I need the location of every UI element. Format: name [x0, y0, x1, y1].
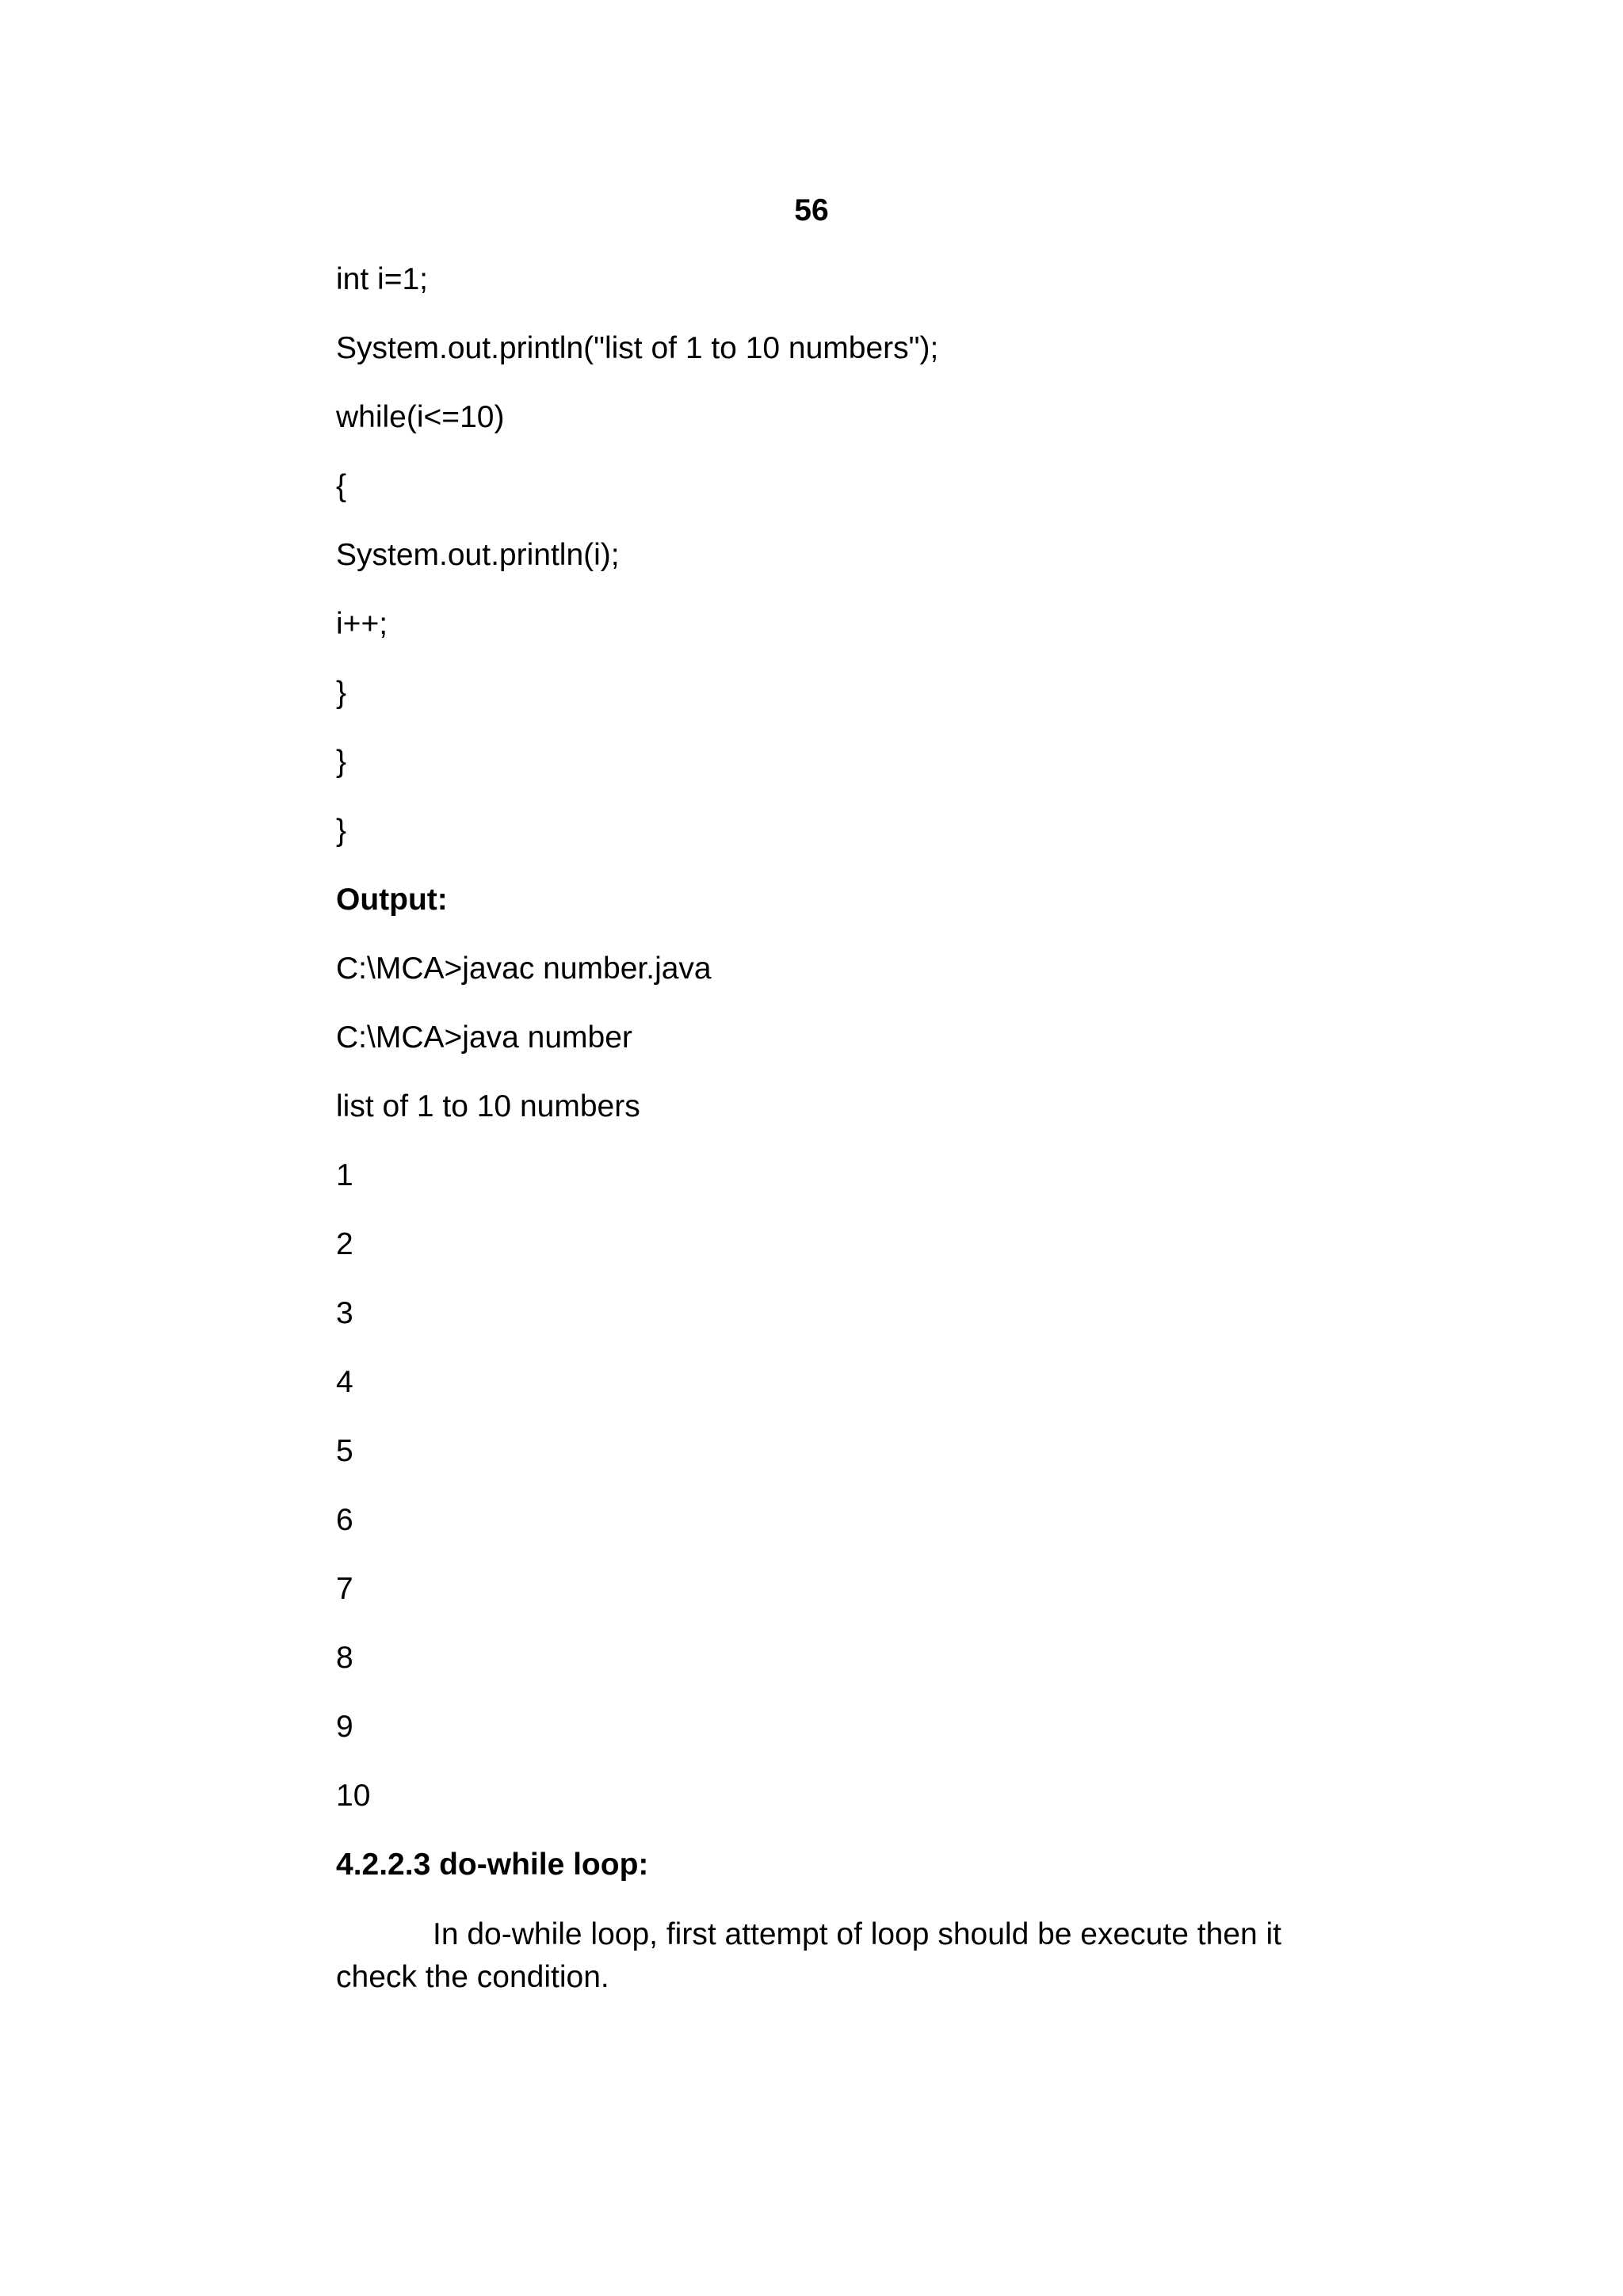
output-line-number: 10 [336, 1779, 371, 1813]
output-line-number: 7 [336, 1572, 353, 1606]
code-line-while: while(i<=10) [336, 400, 505, 434]
output-line-number: 9 [336, 1710, 353, 1744]
code-and-output-lines [336, 260, 1366, 1914]
output-heading: Output: [336, 883, 448, 917]
page-number: 56 [794, 193, 829, 227]
body-paragraph: In do-while loop, first attempt of loop should be execute then it check the condition. [336, 1917, 1281, 1994]
output-line-number: 6 [336, 1503, 353, 1537]
output-line-number: 8 [336, 1641, 353, 1675]
output-line-number: 5 [336, 1434, 353, 1468]
output-line-number: 2 [336, 1227, 353, 1261]
code-line-println-header: System.out.println("list of 1 to 10 numbers"); [336, 331, 939, 365]
output-line-number: 3 [336, 1296, 353, 1330]
output-line-number: 4 [336, 1365, 353, 1399]
section-heading: 4.2.2.3 do-while loop: [336, 1848, 649, 1882]
output-line-javac: C:\MCA>javac number.java [336, 952, 712, 986]
output-line-java: C:\MCA>java number [336, 1020, 632, 1055]
output-line-number: 1 [336, 1158, 353, 1192]
code-line-int: int i=1; [336, 262, 428, 296]
code-line-close-brace: } [336, 814, 347, 848]
code-line-close-brace: } [336, 676, 347, 710]
output-line-list-header: list of 1 to 10 numbers [336, 1089, 640, 1123]
code-line-increment: i++; [336, 607, 388, 641]
code-line-close-brace: } [336, 745, 347, 779]
code-line-open-brace: { [336, 469, 347, 503]
code-line-println-i: System.out.println(i); [336, 538, 620, 572]
